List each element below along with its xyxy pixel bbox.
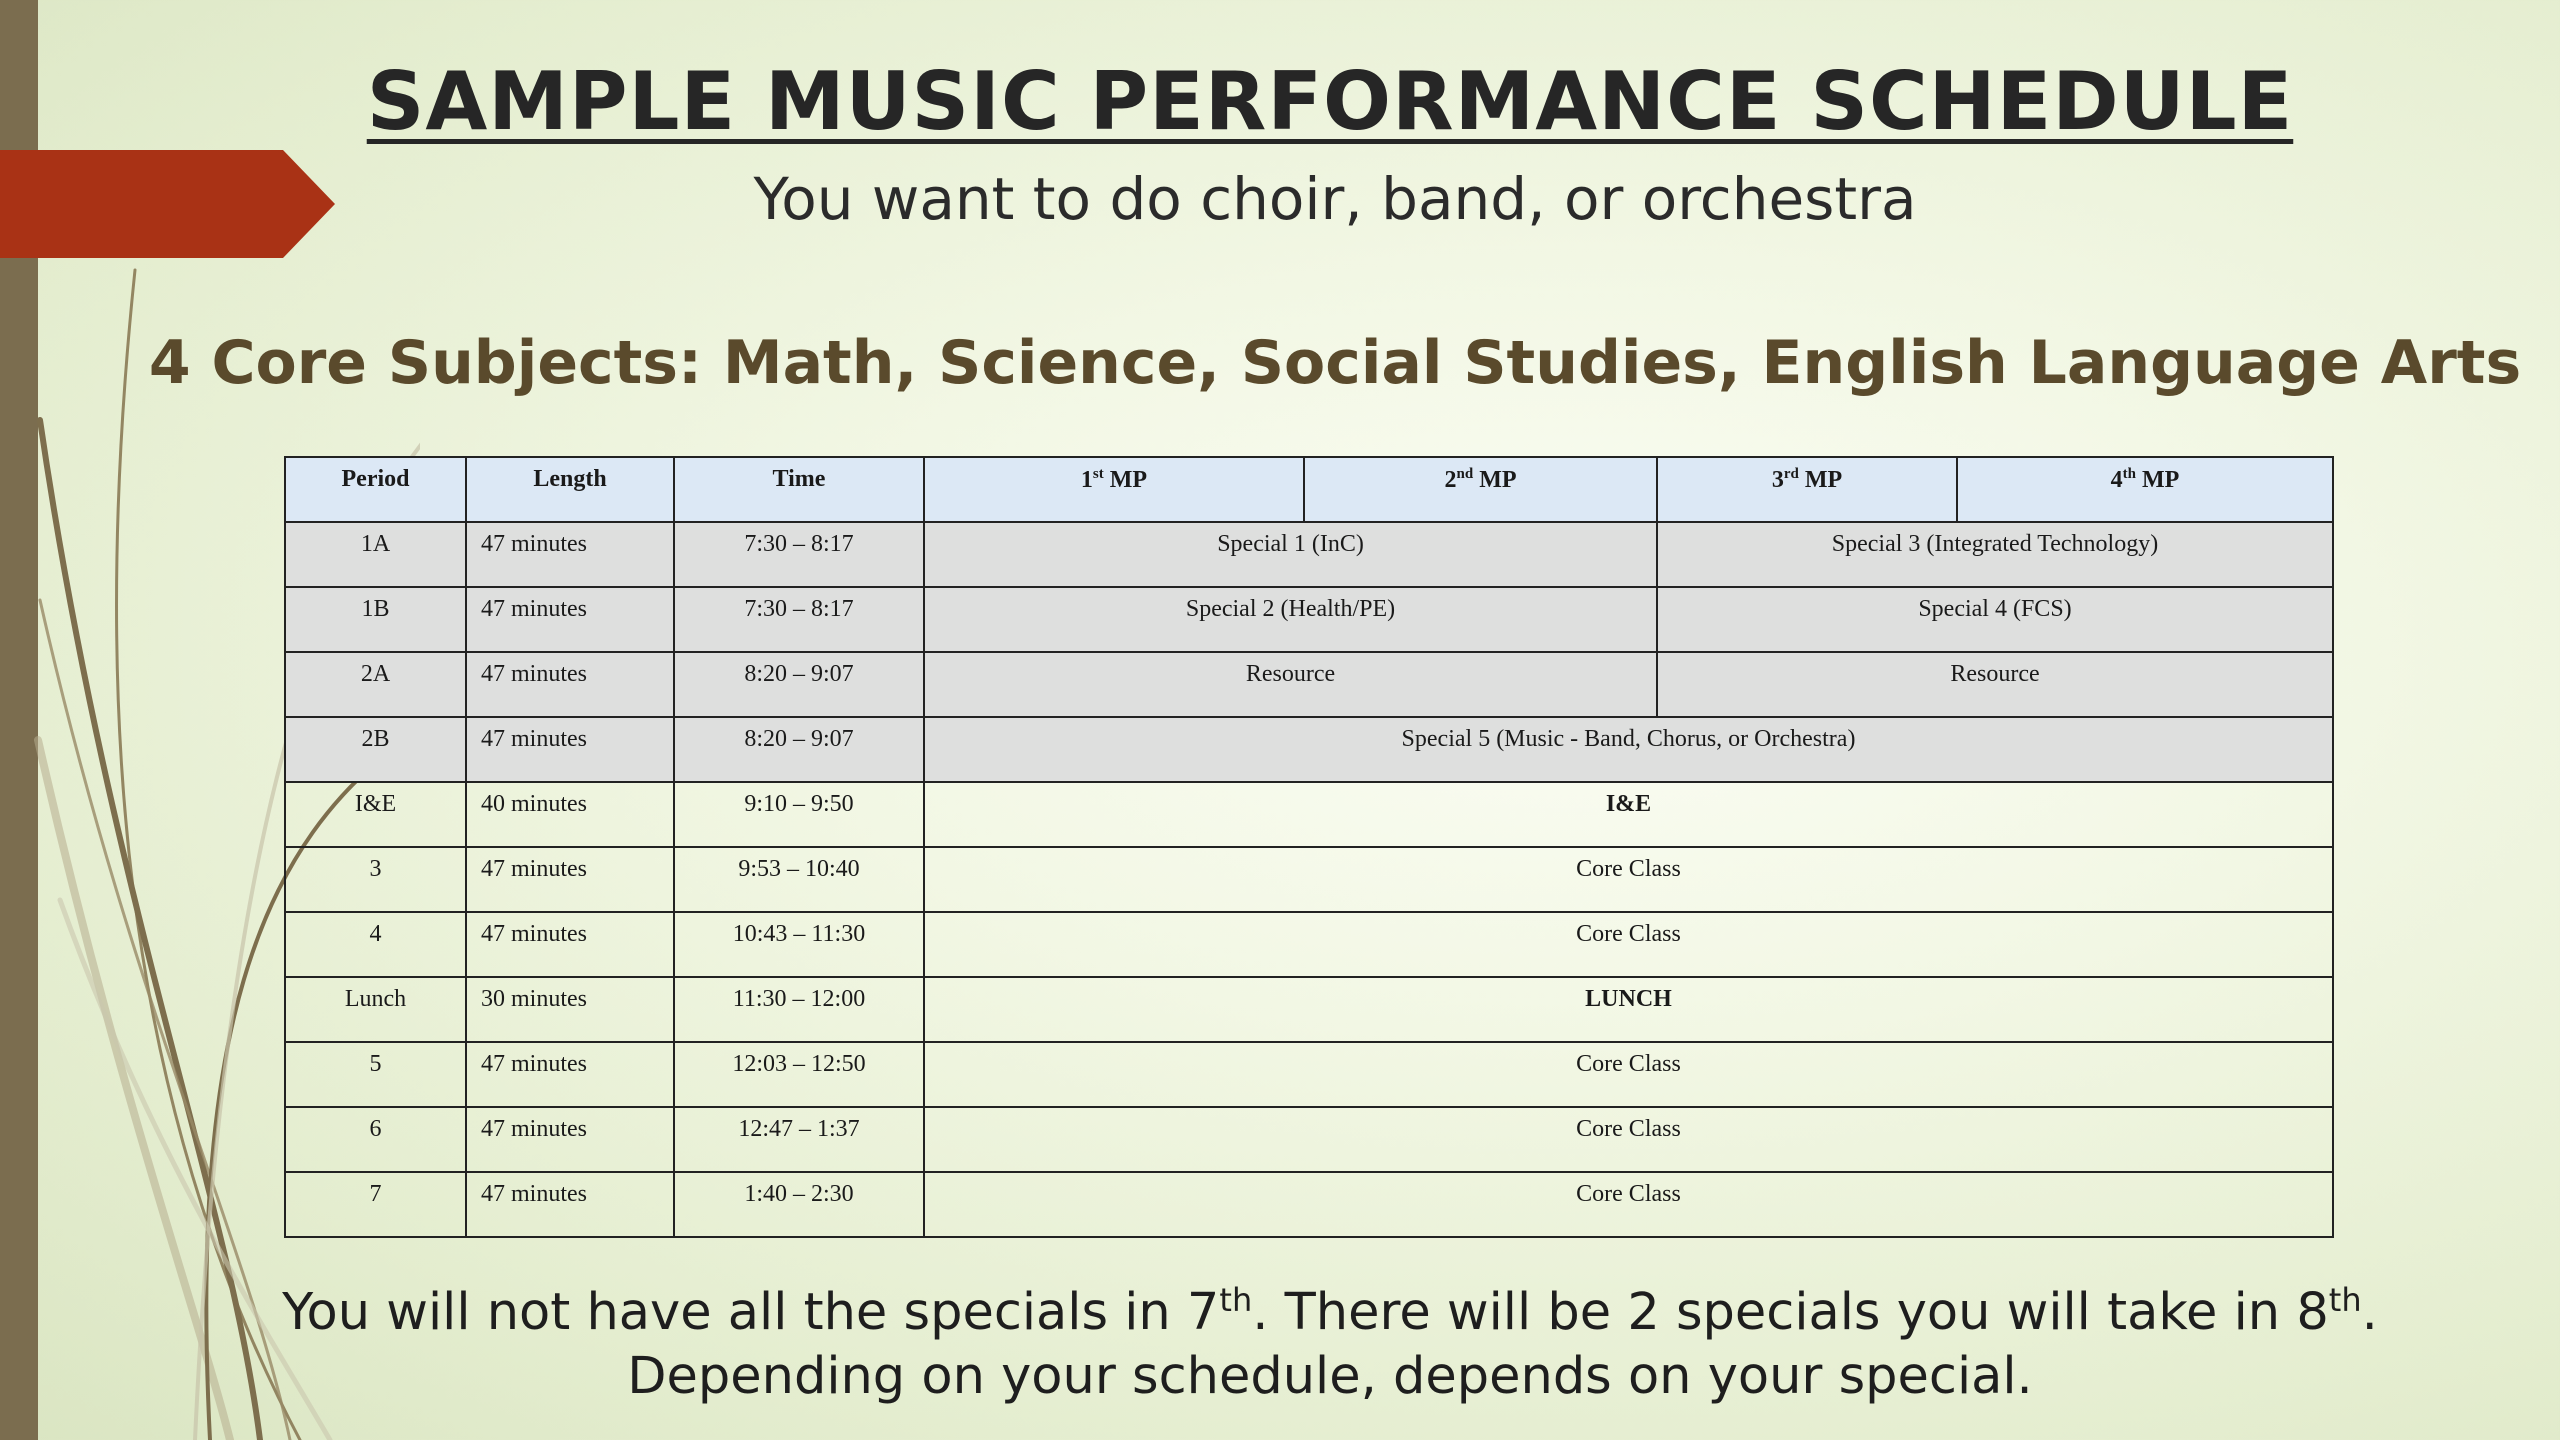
- period-cell: Lunch: [285, 977, 466, 1042]
- length-cell: 47 minutes: [466, 1042, 674, 1107]
- header-length: Length: [466, 457, 674, 522]
- time-cell: 12:03 – 12:50: [674, 1042, 924, 1107]
- time-cell: 1:40 – 2:30: [674, 1172, 924, 1237]
- period-cell: 5: [285, 1042, 466, 1107]
- period-cell: 2A: [285, 652, 466, 717]
- period-cell: 3: [285, 847, 466, 912]
- table-row: [285, 652, 2333, 717]
- time-cell: 9:10 – 9:50: [674, 782, 924, 847]
- header-period: Period: [285, 457, 466, 522]
- core-subjects-heading: 4 Core Subjects: Math, Science, Social Studies, English Language Arts: [148, 328, 2522, 398]
- period-cell: 1A: [285, 522, 466, 587]
- period-cell: 2B: [285, 717, 466, 782]
- time-cell: 8:20 – 9:07: [674, 717, 924, 782]
- length-cell: 47 minutes: [466, 912, 674, 977]
- time-cell: 12:47 – 1:37: [674, 1107, 924, 1172]
- second-half-cell: Resource: [1657, 652, 2333, 717]
- table-row: [285, 977, 2333, 1042]
- time-cell: 8:20 – 9:07: [674, 652, 924, 717]
- first-half-cell: Resource: [924, 652, 1657, 717]
- period-cell: 6: [285, 1107, 466, 1172]
- length-cell: 47 minutes: [466, 1107, 674, 1172]
- table-row: [285, 717, 2333, 782]
- period-cell: 1B: [285, 587, 466, 652]
- footer-note: [0, 1268, 2560, 1409]
- period-cell: 4: [285, 912, 466, 977]
- header-mp2: 2nd MP: [1304, 457, 1657, 522]
- first-half-cell: Special 1 (InC): [924, 522, 1657, 587]
- schedule-table: [284, 456, 2334, 1238]
- table-row: [285, 782, 2333, 847]
- activity-cell: Core Class: [924, 912, 2333, 977]
- time-cell: 9:53 – 10:40: [674, 847, 924, 912]
- slide-subtitle: You want to do choir, band, or orchestra: [753, 165, 1917, 233]
- period-cell: 7: [285, 1172, 466, 1237]
- table-row: [285, 522, 2333, 587]
- activity-cell: Core Class: [924, 847, 2333, 912]
- table-row: [285, 1107, 2333, 1172]
- activity-cell: Core Class: [924, 1172, 2333, 1237]
- footer-line-1: You will not have all the specials in 7th. There will be 2 specials you will take in 8th.: [282, 1281, 2378, 1342]
- footer-line-2: Depending on your schedule, depends on your special.: [627, 1347, 2033, 1406]
- second-half-cell: Special 3 (Integrated Technology): [1657, 522, 2333, 587]
- activity-cell: LUNCH: [924, 977, 2333, 1042]
- table-row: [285, 587, 2333, 652]
- length-cell: 30 minutes: [466, 977, 674, 1042]
- length-cell: 47 minutes: [466, 1172, 674, 1237]
- header-mp3: 3rd MP: [1657, 457, 1957, 522]
- table-row: [285, 1172, 2333, 1237]
- activity-cell: Core Class: [924, 1107, 2333, 1172]
- activity-cell: Core Class: [924, 1042, 2333, 1107]
- header-time: Time: [674, 457, 924, 522]
- second-half-cell: Special 4 (FCS): [1657, 587, 2333, 652]
- length-cell: 47 minutes: [466, 717, 674, 782]
- first-half-cell: Special 2 (Health/PE): [924, 587, 1657, 652]
- header-mp4: 4th MP: [1957, 457, 2333, 522]
- period-cell: I&E: [285, 782, 466, 847]
- table-row: [285, 1042, 2333, 1107]
- length-cell: 40 minutes: [466, 782, 674, 847]
- table-row: [285, 912, 2333, 977]
- time-cell: 7:30 – 8:17: [674, 587, 924, 652]
- table-header-row: [285, 457, 2333, 522]
- length-cell: 47 minutes: [466, 847, 674, 912]
- activity-cell: I&E: [924, 782, 2333, 847]
- length-cell: 47 minutes: [466, 587, 674, 652]
- time-cell: 7:30 – 8:17: [674, 522, 924, 587]
- activity-cell: Special 5 (Music - Band, Chorus, or Orchestra): [924, 717, 2333, 782]
- table-row: [285, 847, 2333, 912]
- slide-title: SAMPLE MUSIC PERFORMANCE SCHEDULE: [366, 55, 2294, 148]
- header-mp1: 1st MP: [924, 457, 1304, 522]
- length-cell: 47 minutes: [466, 522, 674, 587]
- length-cell: 47 minutes: [466, 652, 674, 717]
- time-cell: 10:43 – 11:30: [674, 912, 924, 977]
- time-cell: 11:30 – 12:00: [674, 977, 924, 1042]
